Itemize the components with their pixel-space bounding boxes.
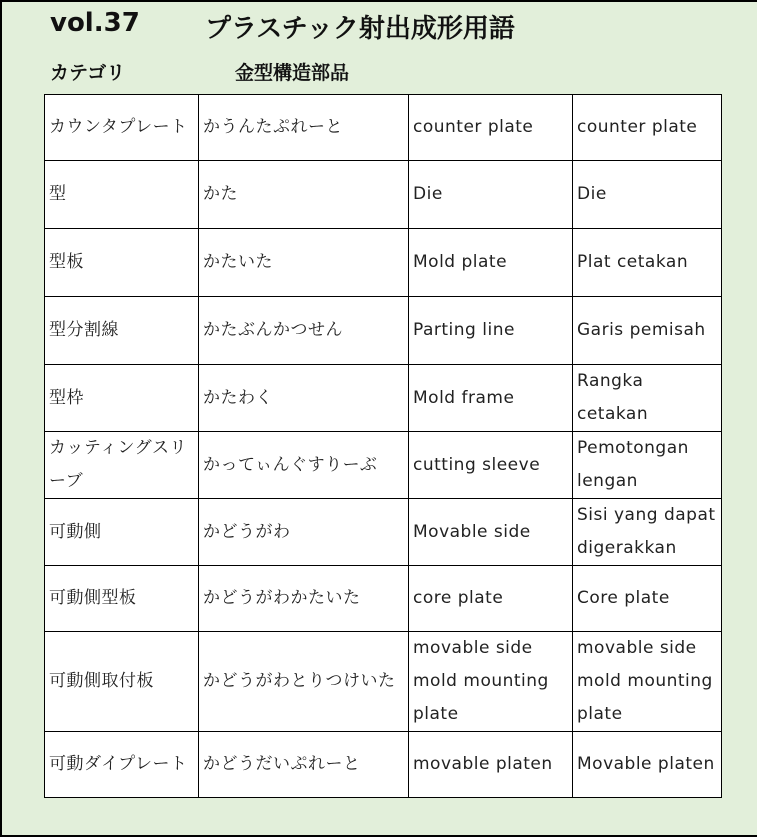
term-cell: 型枠 [45, 365, 199, 432]
volume-label: vol.37 [50, 8, 140, 38]
indonesian-cell: Die [573, 161, 722, 229]
reading-cell: かた [199, 161, 409, 229]
category-label: カテゴリ [50, 62, 126, 84]
term-cell: 可動側 [45, 499, 199, 566]
reading-cell: かどうがわかたいた [199, 566, 409, 632]
english-cell: Die [409, 161, 573, 229]
english-cell: movable side mold mounting plate [409, 632, 573, 732]
english-cell: counter plate [409, 95, 573, 161]
term-cell: 型 [45, 161, 199, 229]
table-row [45, 229, 722, 297]
english-cell: core plate [409, 566, 573, 632]
indonesian-cell: Rangka cetakan [573, 365, 722, 432]
table-row [45, 297, 722, 365]
indonesian-cell: Garis pemisah [573, 297, 722, 365]
indonesian-cell: Pemotongan lengan [573, 432, 722, 499]
category-value: 金型構造部品 [235, 62, 350, 84]
indonesian-cell: Sisi yang dapat digerakkan [573, 499, 722, 566]
indonesian-cell: movable side mold mounting plate [573, 632, 722, 732]
english-cell: Movable side [409, 499, 573, 566]
reading-cell: かどうがわ [199, 499, 409, 566]
term-cell: 型板 [45, 229, 199, 297]
term-cell: 型分割線 [45, 297, 199, 365]
reading-cell: かうんたぷれーと [199, 95, 409, 161]
term-cell: 可動側取付板 [45, 632, 199, 732]
term-cell: 可動ダイプレート [45, 732, 199, 798]
reading-cell: かってぃんぐすりーぶ [199, 432, 409, 499]
english-cell: Parting line [409, 297, 573, 365]
table-row [45, 632, 722, 732]
indonesian-cell: Plat cetakan [573, 229, 722, 297]
table-row [45, 499, 722, 566]
english-cell: movable platen [409, 732, 573, 798]
glossary-table [44, 94, 722, 798]
table-row [45, 432, 722, 499]
reading-cell: かどうがわとりつけいた [199, 632, 409, 732]
reading-cell: かたいた [199, 229, 409, 297]
term-cell: カウンタプレート [45, 95, 199, 161]
table-row [45, 365, 722, 432]
indonesian-cell: Movable platen [573, 732, 722, 798]
table-row [45, 566, 722, 632]
indonesian-cell: counter plate [573, 95, 722, 161]
table-row [45, 732, 722, 798]
reading-cell: かたわく [199, 365, 409, 432]
reading-cell: かたぶんかつせん [199, 297, 409, 365]
term-cell: カッティングスリーブ [45, 432, 199, 499]
reading-cell: かどうだいぷれーと [199, 732, 409, 798]
table-row [45, 161, 722, 229]
english-cell: Mold plate [409, 229, 573, 297]
english-cell: Mold frame [409, 365, 573, 432]
page-title: プラスチック射出成形用語 [205, 14, 515, 44]
term-cell: 可動側型板 [45, 566, 199, 632]
table-row [45, 95, 722, 161]
english-cell: cutting sleeve [409, 432, 573, 499]
indonesian-cell: Core plate [573, 566, 722, 632]
